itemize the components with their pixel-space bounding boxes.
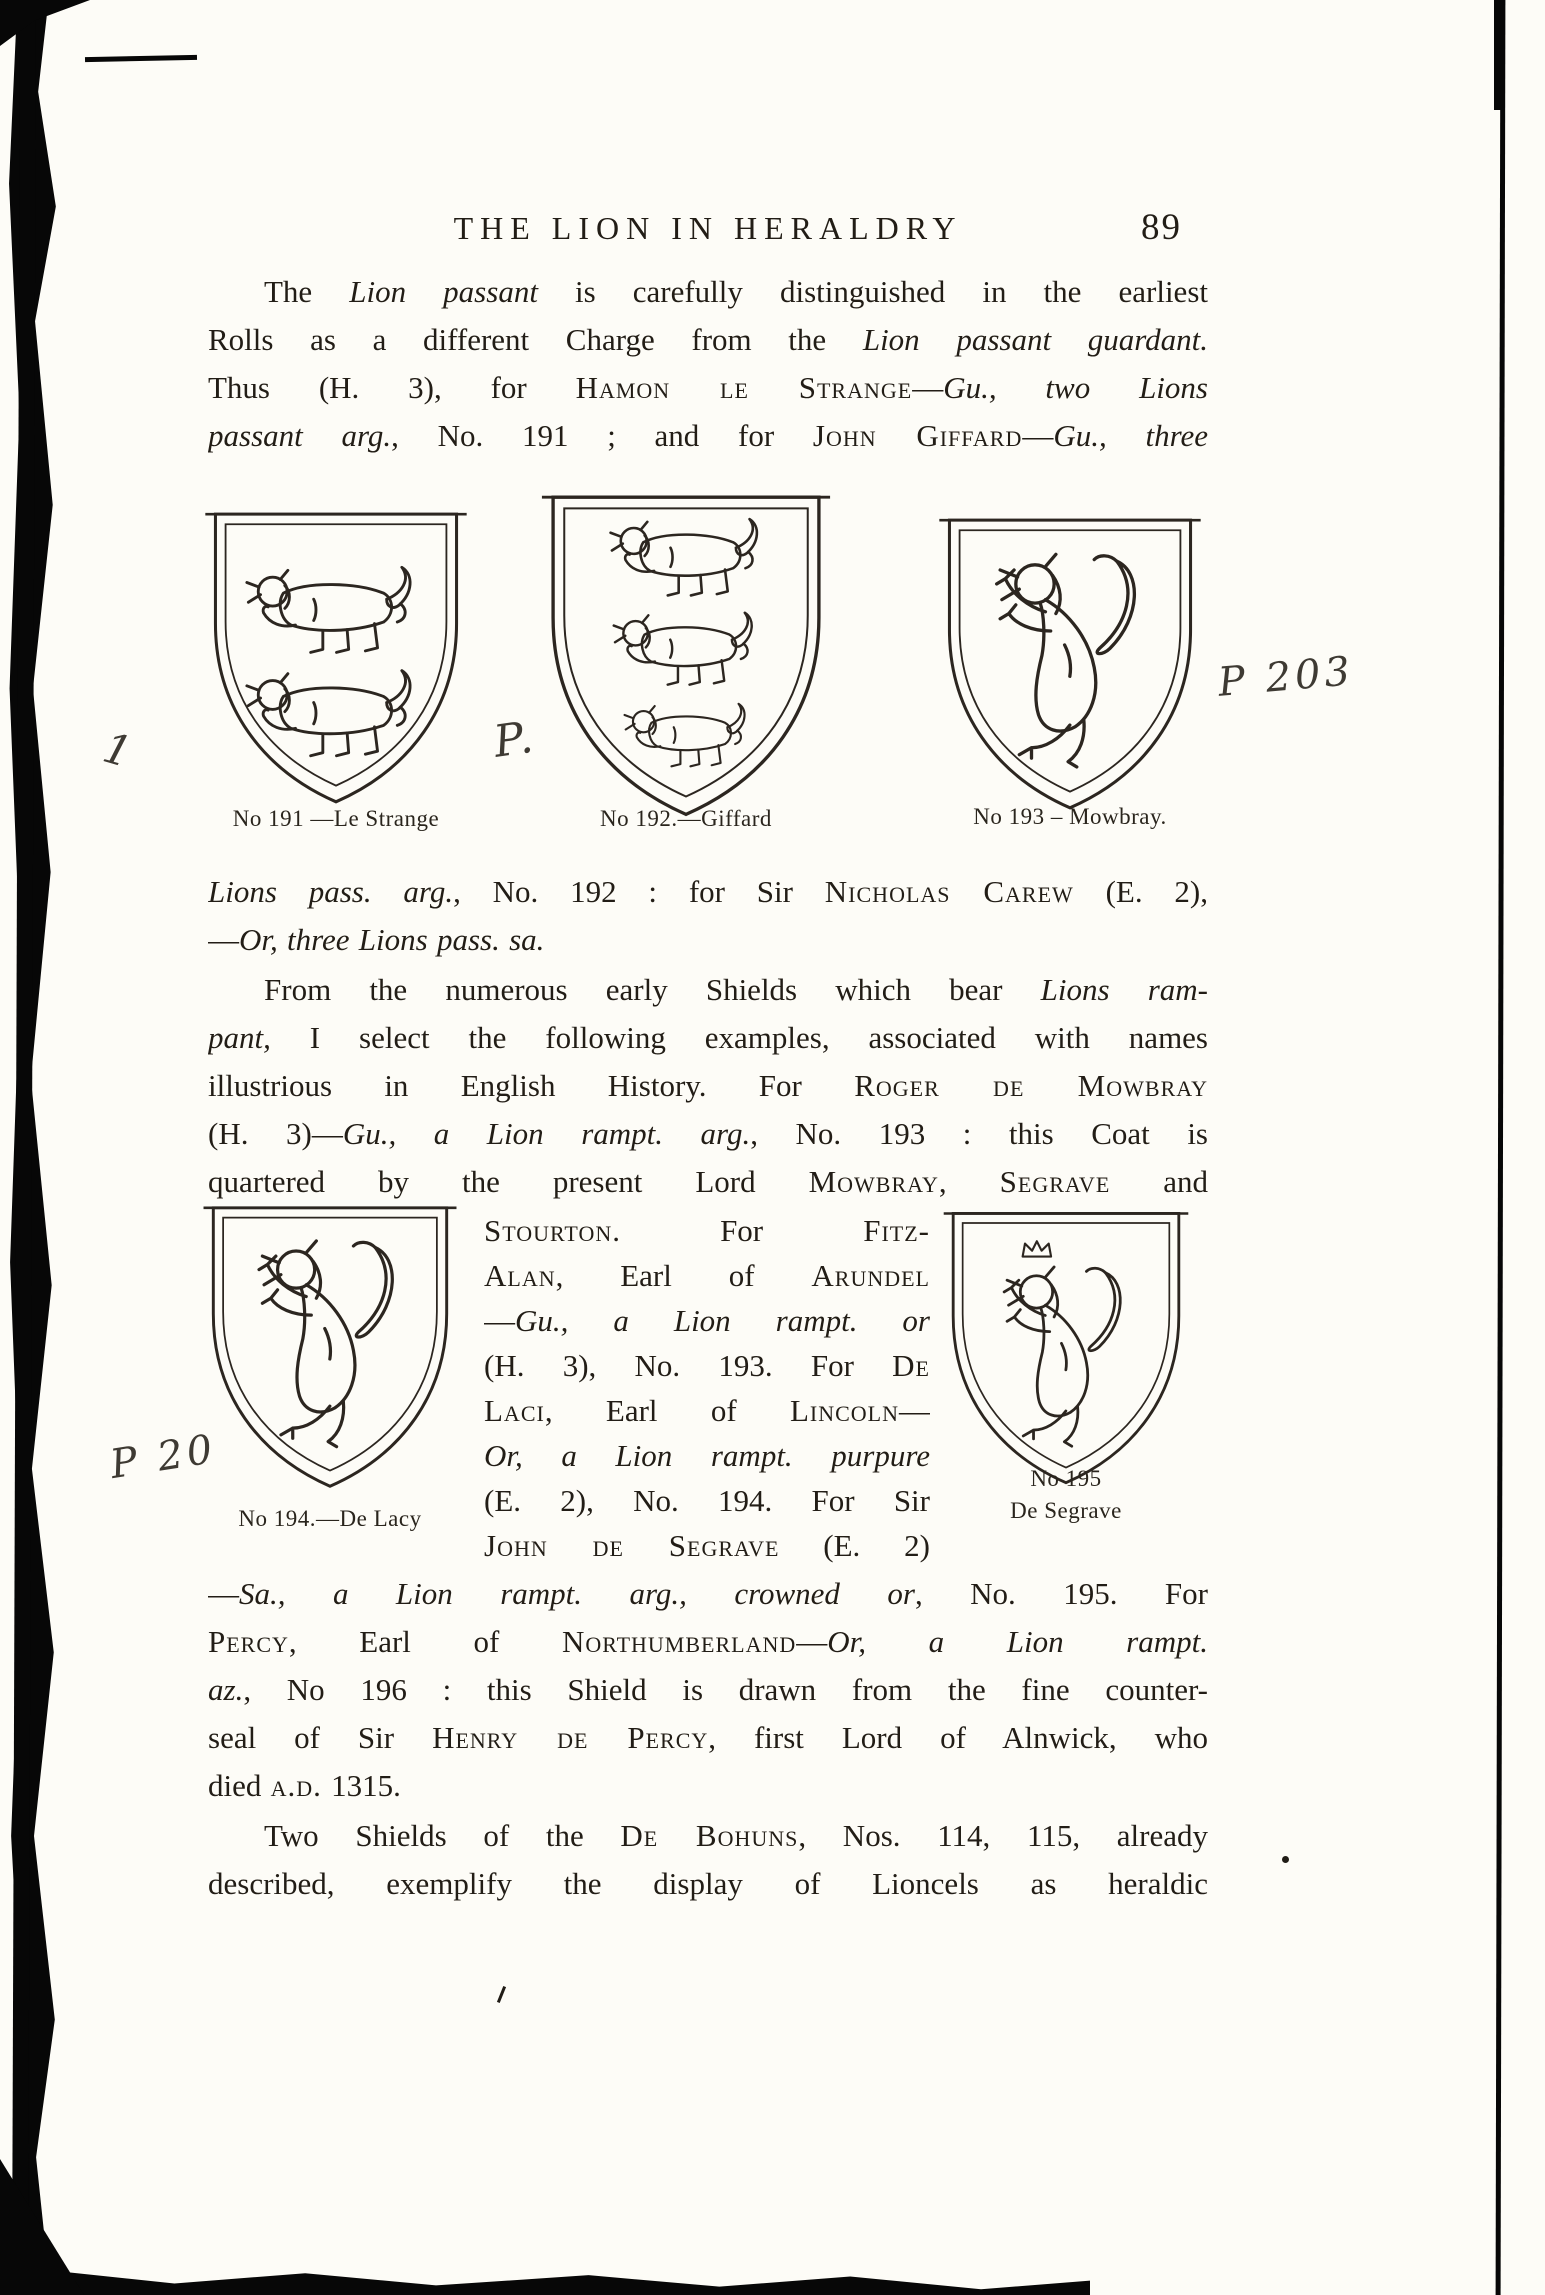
text-line	[484, 1253, 930, 1298]
handwritten-p-mark: P.	[490, 711, 541, 768]
figure-caption-191: No 191 —Le Strange	[232, 806, 440, 831]
paragraph-2-continued	[208, 1570, 1208, 1810]
figure-caption-195-line2: De Segrave	[1010, 1498, 1122, 1523]
text-segment: Two Shields of the	[264, 1818, 621, 1853]
text-segment: , Earl of	[555, 1258, 812, 1293]
text-line	[208, 1570, 1208, 1618]
text-segment: The	[264, 274, 350, 309]
text-line	[484, 1523, 930, 1568]
text-segment: John Giffard	[812, 418, 1023, 453]
text-segment: , Nos. 114, 115, already	[798, 1818, 1208, 1853]
text-segment: Mowbray	[808, 1164, 939, 1199]
figure-shield-193-mowbray	[934, 510, 1206, 822]
text-segment: —	[208, 922, 239, 957]
text-line	[208, 1014, 1208, 1062]
text-segment: Lions ram-	[1040, 972, 1208, 1007]
text-segment: John de Segrave	[484, 1528, 780, 1563]
text-line	[208, 268, 1208, 316]
scan-artifact-tick	[497, 1986, 506, 2003]
page-number: 89	[1141, 207, 1182, 248]
handwritten-page-ref-left: P 20	[107, 1425, 220, 1489]
text-segment: Gu., two Lions	[943, 370, 1208, 405]
text-segment: (E. 2)	[779, 1528, 930, 1563]
text-segment: described, exemplify the display of Lioncels as heraldic	[208, 1866, 1208, 1901]
text-segment: Fitz-	[863, 1213, 930, 1248]
text-segment: Segrave	[999, 1164, 1111, 1199]
text-segment: Or, a Lion rampt.	[827, 1624, 1208, 1659]
text-segment: ,	[938, 1164, 1000, 1199]
text-segment: —	[912, 370, 944, 405]
text-segment: a.d.	[270, 1768, 322, 1803]
text-segment: Hamon le Strange	[575, 370, 913, 405]
running-title: THE LION IN HERALDRY	[453, 210, 963, 246]
text-line	[208, 1812, 1208, 1860]
text-segment: Roger de Mowbray	[854, 1068, 1208, 1103]
text-line	[208, 868, 1208, 916]
text-segment: —	[796, 1624, 828, 1659]
text-line	[208, 916, 1208, 964]
text-segment: (H. 3)—	[208, 1116, 343, 1151]
paragraph-1-top	[208, 268, 1208, 460]
text-segment: and	[1110, 1164, 1208, 1199]
text-segment: (H. 3), No. 193. For	[484, 1348, 893, 1383]
figure-caption-195-line1: No 195	[1030, 1466, 1102, 1491]
text-line	[208, 1762, 1208, 1810]
text-segment: —	[1022, 418, 1054, 453]
text-segment: Nicholas Carew	[824, 874, 1074, 909]
text-segment: Thus (H. 3), for	[208, 370, 576, 405]
text-line	[208, 1110, 1208, 1158]
text-line	[208, 1714, 1208, 1762]
text-segment: seal of Sir	[208, 1720, 433, 1755]
text-segment: —	[899, 1393, 930, 1428]
text-segment: De Bohuns	[620, 1818, 799, 1853]
text-segment: Lion passant	[349, 274, 538, 309]
text-segment: (E. 2),	[1073, 874, 1208, 909]
text-line	[208, 1618, 1208, 1666]
text-segment: , No. 195. For	[914, 1576, 1208, 1611]
text-segment: quartered by the present Lord	[208, 1164, 809, 1199]
text-line	[208, 1666, 1208, 1714]
text-segment: —	[484, 1303, 515, 1338]
figure-shield-192-giffard	[536, 486, 836, 830]
text-line	[484, 1298, 930, 1343]
text-segment: , No 196 : this Shield is drawn from the fine counter-	[243, 1672, 1208, 1707]
text-line	[484, 1208, 930, 1253]
shield-lion-rampant-icon	[934, 510, 1206, 822]
paragraph-1-continued	[208, 868, 1208, 964]
handwritten-margin-tick: 1	[97, 722, 141, 779]
text-segment: I select the following examples, associated with names	[270, 1020, 1208, 1055]
text-segment: Laci	[484, 1393, 545, 1428]
text-line	[208, 1062, 1208, 1110]
handwritten-page-ref-right: P 203	[1216, 648, 1356, 706]
text-segment: Gu., a Lion rampt. or	[515, 1303, 930, 1338]
text-segment: passant arg.	[208, 418, 392, 453]
text-segment: De	[892, 1348, 930, 1383]
text-segment: Gu., three	[1053, 418, 1208, 453]
figure-shield-191-le-strange	[200, 504, 472, 816]
text-segment: Gu., a Lion rampt. arg.	[342, 1116, 751, 1151]
text-segment: Or, a Lion rampt. purpure	[484, 1438, 930, 1473]
text-line	[484, 1478, 930, 1523]
paragraph-3	[208, 1812, 1208, 1908]
figure-caption-194: No 194.—De Lacy	[238, 1506, 422, 1531]
shield-lion-rampant-crowned-icon	[938, 1204, 1194, 1496]
shield-two-lions-passant-icon	[200, 504, 472, 816]
text-segment: From the numerous early Shields which bear	[264, 972, 1041, 1007]
text-line	[484, 1388, 930, 1433]
text-segment: —	[208, 1576, 239, 1611]
text-segment: Percy	[208, 1624, 289, 1659]
text-segment: , Earl of	[544, 1393, 790, 1428]
text-line	[208, 1860, 1208, 1908]
scan-artifact-right-line	[1496, 0, 1506, 2295]
scan-artifact-bottom-smear	[0, 2263, 1090, 2295]
text-segment: Lion passant guardant.	[862, 322, 1208, 357]
text-segment: Lincoln	[789, 1393, 899, 1428]
figure-shield-194-de-lacy	[198, 1198, 462, 1500]
text-segment: Northumberland	[561, 1624, 797, 1659]
text-segment: illustrious in English History. For	[208, 1068, 855, 1103]
text-segment: , No. 191 ; and for	[391, 418, 813, 453]
text-segment: Sa., a Lion rampt. arg., crowned or	[239, 1576, 915, 1611]
text-segment: , No. 193 : this Coat is	[750, 1116, 1208, 1151]
text-line	[208, 412, 1208, 460]
paragraph-2-top	[208, 966, 1208, 1206]
text-segment: , No. 192 : for Sir	[453, 874, 825, 909]
page-header	[208, 207, 1208, 262]
text-segment: Arundel	[811, 1258, 930, 1293]
text-segment: . For	[612, 1213, 864, 1248]
scan-artifact-speck	[1282, 1856, 1289, 1863]
text-segment: (E. 2), No. 194. For Sir	[484, 1483, 930, 1518]
figure-shield-195-de-segrave	[938, 1204, 1194, 1496]
text-line	[208, 966, 1208, 1014]
shield-three-lions-passant-icon	[536, 486, 836, 830]
text-segment: , first Lord of Alnwick, who	[708, 1720, 1208, 1755]
text-segment: Lions pass. arg.	[208, 874, 454, 909]
text-segment: Alan	[484, 1258, 556, 1293]
figure-caption-192: No 192.—Giffard	[600, 806, 772, 831]
scan-artifact-top-dash	[85, 55, 197, 62]
text-segment: 1315.	[321, 1768, 401, 1803]
text-segment: Rolls as a different Charge from the	[208, 322, 863, 357]
text-segment: Henry de Percy	[432, 1720, 709, 1755]
text-segment: died	[208, 1768, 271, 1803]
text-segment: Or, three Lions pass. sa.	[239, 922, 545, 957]
shield-lion-rampant-icon	[198, 1198, 462, 1500]
text-line	[208, 364, 1208, 412]
text-line	[484, 1433, 930, 1478]
text-line	[208, 316, 1208, 364]
text-line	[484, 1343, 930, 1388]
paragraph-2-middle-column	[484, 1208, 930, 1568]
text-segment: pant,	[208, 1020, 271, 1055]
figure-caption-193: No 193 – Mowbray.	[973, 804, 1167, 829]
scan-artifact-right-cap	[1494, 0, 1504, 110]
text-segment: is carefully distinguished in the earliest	[537, 274, 1208, 309]
text-segment: Stourton	[484, 1213, 613, 1248]
text-segment: az.	[208, 1672, 244, 1707]
text-segment: , Earl of	[288, 1624, 562, 1659]
